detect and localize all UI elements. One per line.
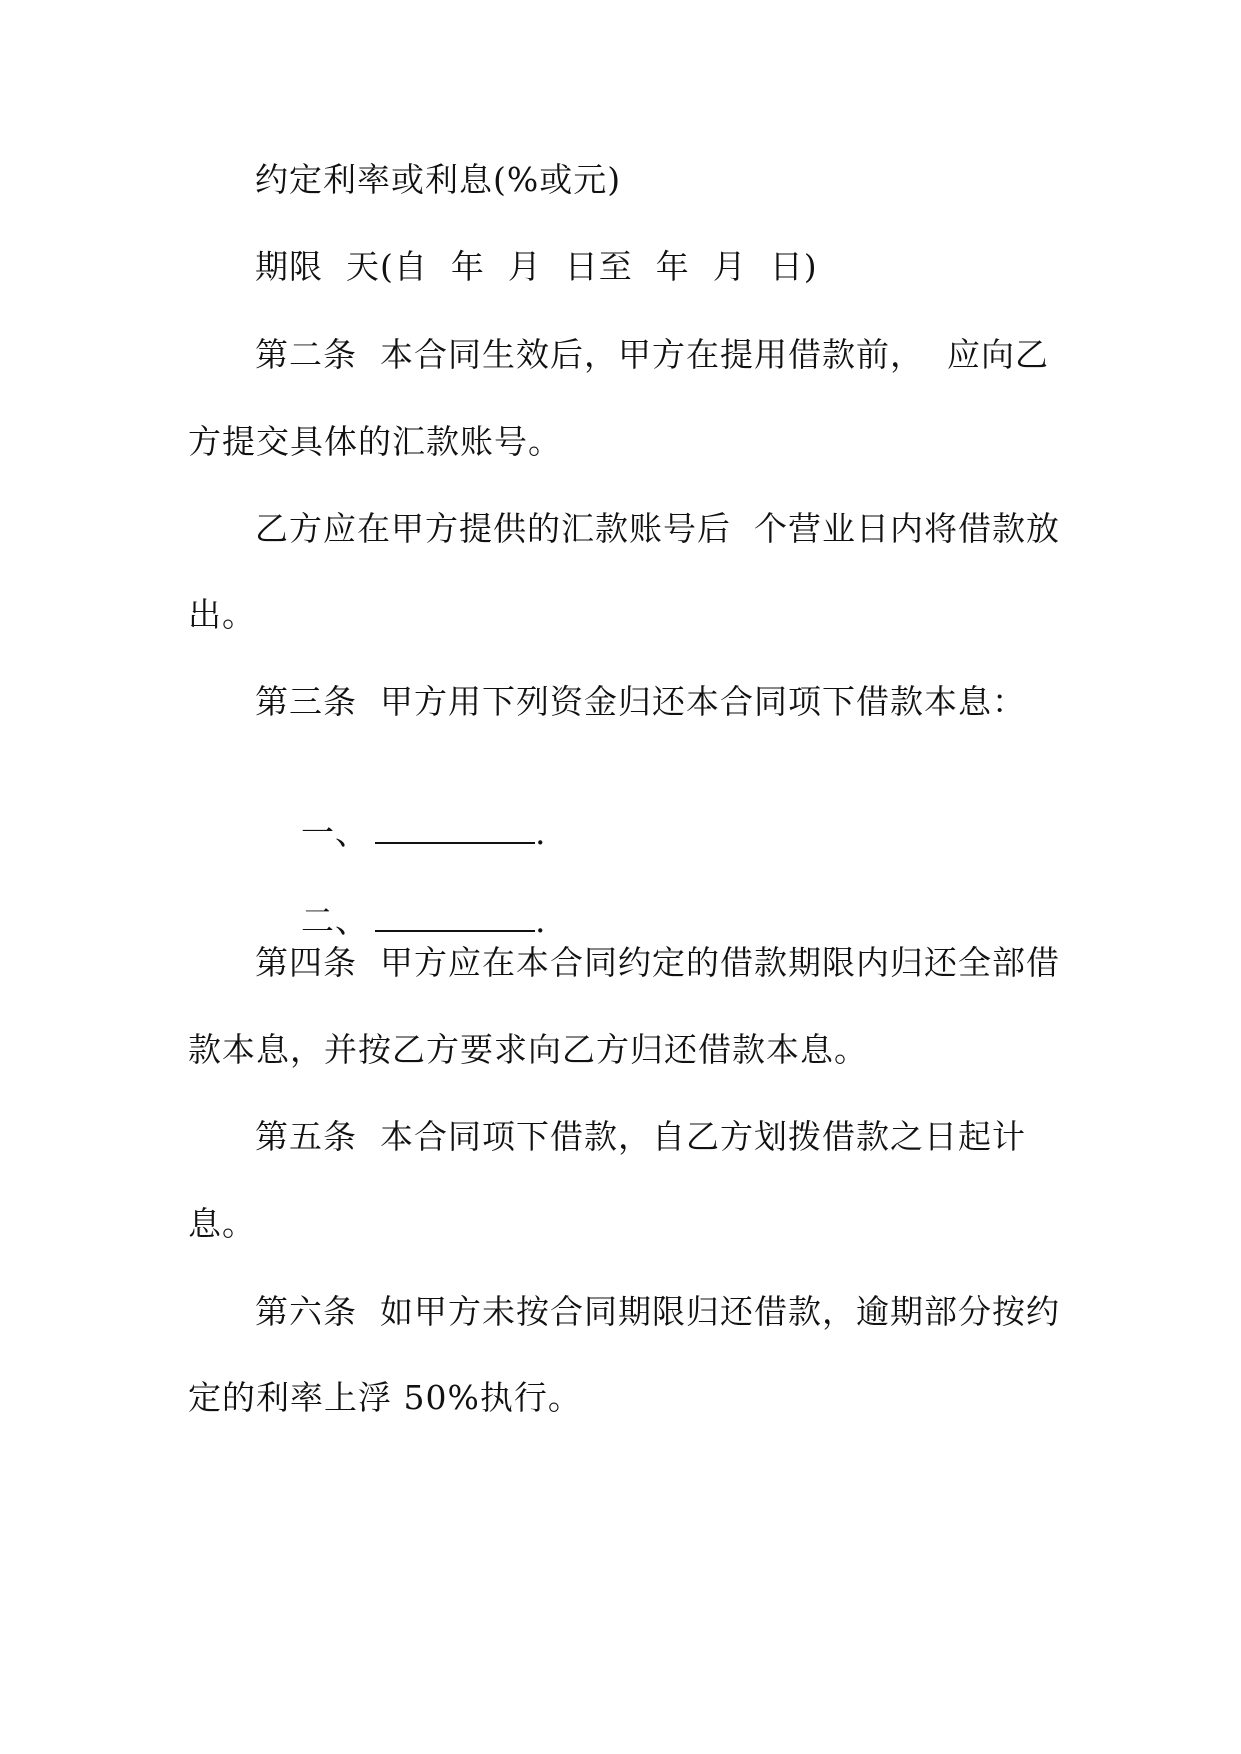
text-line-article-6-part-2: 定的利率上浮 50%执行。: [188, 1378, 582, 1417]
item-2-blank-field[interactable]: [375, 904, 535, 932]
text-line-article-6-part-1: 第六条 如甲方未按合同期限归还借款，逾期部分按约: [255, 1292, 1060, 1331]
item-2-period: .: [534, 901, 547, 940]
text-line-loan-release-part-2: 出。: [188, 595, 256, 634]
text-line-loan-release-part-1: 乙方应在甲方提供的汇款账号后 个营业日内将借款放: [255, 509, 1060, 548]
text-line-article-5-part-1: 第五条 本合同项下借款，自乙方划拨借款之日起计: [255, 1117, 1026, 1156]
text-line-article-3: 第三条 甲方用下列资金归还本合同项下借款本息：: [255, 682, 1026, 721]
text-line-term: 期限 天(自 年 月 日至 年 月 日): [255, 247, 818, 286]
text-line-article-2-part-1: 第二条 本合同生效后，甲方在提用借款前， 应向乙: [255, 335, 1049, 374]
text-line-article-4-part-1: 第四条 甲方应在本合同约定的借款期限内归还全部借: [255, 943, 1060, 982]
item-1-label: 一、: [300, 813, 369, 852]
text-line-article-5-part-2: 息。: [188, 1204, 256, 1243]
text-line-interest-rate: 约定利率或利息(%或元): [255, 160, 622, 199]
item-1-blank-field[interactable]: [375, 816, 535, 844]
text-line-article-2-part-2: 方提交具体的汇款账号。: [188, 422, 562, 461]
text-line-article-4-part-2: 款本息，并按乙方要求向乙方归还借款本息。: [188, 1030, 868, 1069]
item-1-period: .: [534, 813, 547, 852]
item-2-label: 二、: [300, 901, 369, 940]
